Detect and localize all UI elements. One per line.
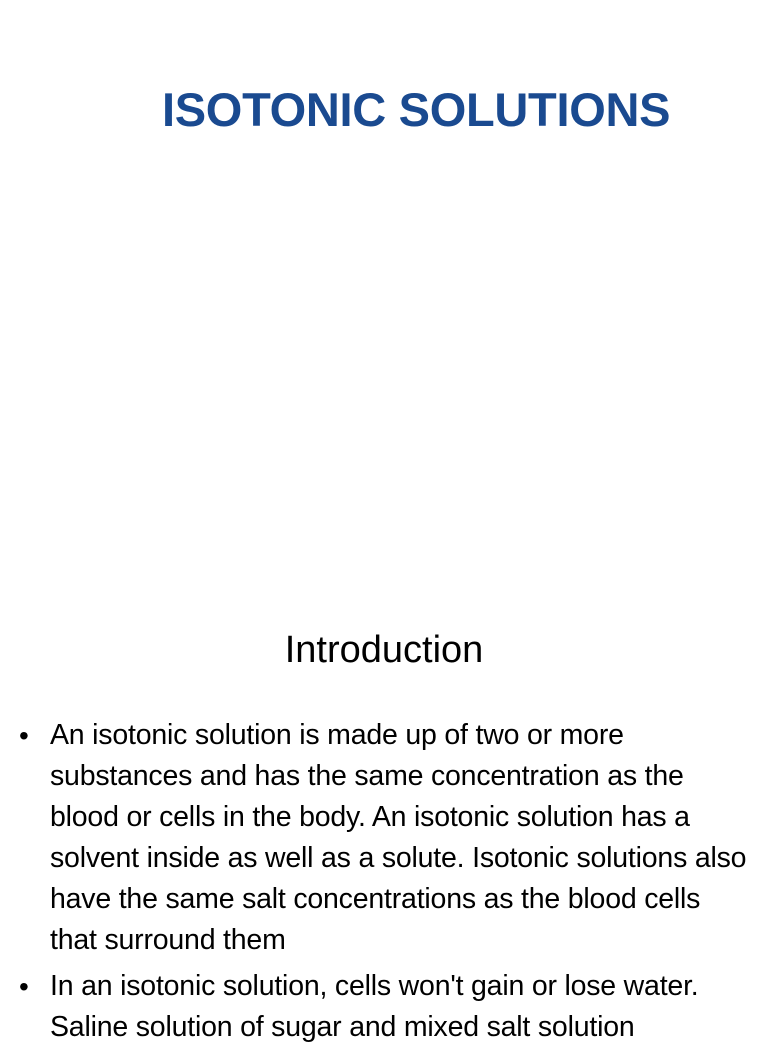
- bullet-icon: [19, 715, 33, 756]
- slide-title: ISOTONIC SOLUTIONS: [162, 83, 671, 136]
- bullet-icon: [19, 966, 33, 1007]
- list-item: [0, 715, 768, 961]
- section-heading: Introduction: [284, 629, 484, 671]
- list-item: [0, 966, 768, 1048]
- bullet-text: An isotonic solution is made up of two or more substances and has the same concentration as the blood or cells in the body. An isotonic solution has a solvent inside as well as a solute. Isotonic solutions also have the same salt concentrations as the blood cells that surround them: [50, 719, 747, 956]
- bullet-text: In an isotonic solution, cells won't gain or lose water. Saline solution of sugar and mixed salt solution: [50, 970, 699, 1043]
- bullet-list: [0, 715, 768, 1053]
